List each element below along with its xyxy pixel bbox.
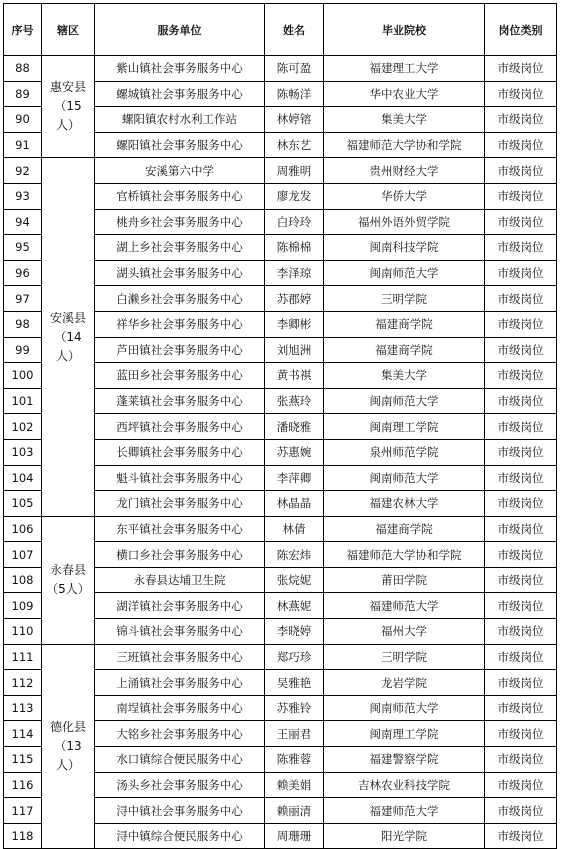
name-cell: 张燕玲 [265, 388, 324, 414]
table-row [4, 158, 557, 184]
service-unit-cell: 龙门镇社会事务服务中心 [95, 491, 265, 517]
school-cell: 福建师范大学协和学院 [324, 542, 485, 568]
index-cell: 99 [4, 337, 42, 363]
service-unit-cell: 紫山镇社会事务服务中心 [95, 56, 265, 82]
post-type-cell: 市级岗位 [485, 260, 557, 286]
region-label: 永春县（5人） [46, 563, 90, 597]
school-cell: 福建商学院 [324, 311, 485, 337]
service-unit-cell: 东平镇社会事务服务中心 [95, 516, 265, 542]
service-unit-cell: 安溪第六中学 [95, 158, 265, 184]
post-type-cell: 市级岗位 [485, 491, 557, 517]
school-cell: 三明学院 [324, 286, 485, 312]
name-cell: 赖丽清 [265, 798, 324, 824]
post-type-cell: 市级岗位 [485, 465, 557, 491]
index-cell: 89 [4, 81, 42, 107]
index-cell: 109 [4, 593, 42, 619]
name-cell: 陈宏炜 [265, 542, 324, 568]
index-cell: 95 [4, 235, 42, 261]
post-type-cell: 市级岗位 [485, 81, 557, 107]
index-cell: 102 [4, 414, 42, 440]
region-cell [42, 516, 95, 644]
name-cell: 赖美娟 [265, 772, 324, 798]
service-unit-cell: 芦田镇社会事务服务中心 [95, 337, 265, 363]
name-cell: 潘晓雅 [265, 414, 324, 440]
index-cell: 107 [4, 542, 42, 568]
service-unit-cell: 魁斗镇社会事务服务中心 [95, 465, 265, 491]
name-cell: 郑巧珍 [265, 644, 324, 670]
name-cell: 陈雅蓉 [265, 747, 324, 773]
name-cell: 陈可盈 [265, 56, 324, 82]
name-cell: 吴雅艳 [265, 670, 324, 696]
service-unit-cell: 蓝田乡社会事务服务中心 [95, 363, 265, 389]
post-type-cell: 市级岗位 [485, 439, 557, 465]
name-cell: 刘旭洲 [265, 337, 324, 363]
school-cell: 闽南理工学院 [324, 414, 485, 440]
name-cell: 白玲玲 [265, 209, 324, 235]
index-cell: 110 [4, 619, 42, 645]
region-cell [42, 644, 95, 849]
school-cell: 福建理工大学 [324, 56, 485, 82]
table-row [4, 644, 557, 670]
school-cell: 福建师范大学 [324, 593, 485, 619]
index-cell: 108 [4, 567, 42, 593]
index-cell: 112 [4, 670, 42, 696]
index-cell: 97 [4, 286, 42, 312]
post-type-cell: 市级岗位 [485, 158, 557, 184]
school-cell: 闽南师范大学 [324, 695, 485, 721]
service-unit-cell: 白濑乡社会事务服务中心 [95, 286, 265, 312]
school-cell: 福建商学院 [324, 337, 485, 363]
index-cell: 116 [4, 772, 42, 798]
service-unit-cell: 锦斗镇社会事务服务中心 [95, 619, 265, 645]
post-type-cell: 市级岗位 [485, 132, 557, 158]
post-type-cell: 市级岗位 [485, 798, 557, 824]
index-cell: 94 [4, 209, 42, 235]
post-type-cell: 市级岗位 [485, 542, 557, 568]
service-unit-cell: 祥华乡社会事务服务中心 [95, 311, 265, 337]
service-unit-cell: 螺城镇社会事务服务中心 [95, 81, 265, 107]
index-cell: 103 [4, 439, 42, 465]
name-cell: 李泽琼 [265, 260, 324, 286]
name-cell: 林婷镕 [265, 107, 324, 133]
index-cell: 101 [4, 388, 42, 414]
school-cell: 福建师范大学协和学院 [324, 132, 485, 158]
region-label: 德化县（13人） [49, 720, 86, 773]
post-type-cell: 市级岗位 [485, 593, 557, 619]
index-cell: 105 [4, 491, 42, 517]
service-unit-cell: 上涌镇社会事务服务中心 [95, 670, 265, 696]
school-cell: 贵州财经大学 [324, 158, 485, 184]
index-cell: 90 [4, 107, 42, 133]
index-cell: 104 [4, 465, 42, 491]
post-type-cell: 市级岗位 [485, 209, 557, 235]
school-cell: 福州大学 [324, 619, 485, 645]
service-unit-cell: 桃舟乡社会事务服务中心 [95, 209, 265, 235]
name-cell: 林东艺 [265, 132, 324, 158]
header-index: 序号 [4, 4, 42, 56]
region-cell [42, 56, 95, 158]
header-service-unit: 服务单位 [95, 4, 265, 56]
index-cell: 88 [4, 56, 42, 82]
name-cell: 李晓婷 [265, 619, 324, 645]
name-cell: 周雅明 [265, 158, 324, 184]
service-unit-cell: 湖洋镇社会事务服务中心 [95, 593, 265, 619]
index-cell: 118 [4, 823, 42, 849]
name-cell: 李萍卿 [265, 465, 324, 491]
service-unit-cell: 水口镇综合便民服务中心 [95, 747, 265, 773]
post-type-cell: 市级岗位 [485, 567, 557, 593]
roster-table [3, 3, 557, 849]
school-cell: 莆田学院 [324, 567, 485, 593]
name-cell: 林燕妮 [265, 593, 324, 619]
index-cell: 100 [4, 363, 42, 389]
service-unit-cell: 浔中镇社会事务服务中心 [95, 798, 265, 824]
name-cell: 廖龙发 [265, 183, 324, 209]
school-cell: 福建师范大学 [324, 798, 485, 824]
post-type-cell: 市级岗位 [485, 311, 557, 337]
index-cell: 91 [4, 132, 42, 158]
school-cell: 闽南理工学院 [324, 721, 485, 747]
post-type-cell: 市级岗位 [485, 721, 557, 747]
school-cell: 闽南师范大学 [324, 388, 485, 414]
school-cell: 阳光学院 [324, 823, 485, 849]
school-cell: 龙岩学院 [324, 670, 485, 696]
post-type-cell: 市级岗位 [485, 670, 557, 696]
index-cell: 98 [4, 311, 42, 337]
post-type-cell: 市级岗位 [485, 619, 557, 645]
service-unit-cell: 螺阳镇农村水利工作站 [95, 107, 265, 133]
school-cell: 集美大学 [324, 363, 485, 389]
index-cell: 117 [4, 798, 42, 824]
school-cell: 福建商学院 [324, 516, 485, 542]
school-cell: 闽南科技学院 [324, 235, 485, 261]
name-cell: 苏惠婉 [265, 439, 324, 465]
school-cell: 华侨大学 [324, 183, 485, 209]
region-label: 安溪县（14人） [49, 310, 86, 363]
service-unit-cell: 永春县达埔卫生院 [95, 567, 265, 593]
service-unit-cell: 湖上乡社会事务服务中心 [95, 235, 265, 261]
post-type-cell: 市级岗位 [485, 823, 557, 849]
post-type-cell: 市级岗位 [485, 337, 557, 363]
name-cell: 陈畅洋 [265, 81, 324, 107]
post-type-cell: 市级岗位 [485, 772, 557, 798]
post-type-cell: 市级岗位 [485, 183, 557, 209]
index-cell: 96 [4, 260, 42, 286]
school-cell: 福建农林大学 [324, 491, 485, 517]
service-unit-cell: 浔中镇综合便民服务中心 [95, 823, 265, 849]
school-cell: 闽南师范大学 [324, 260, 485, 286]
index-cell: 114 [4, 721, 42, 747]
service-unit-cell: 汤头乡社会事务服务中心 [95, 772, 265, 798]
header-region: 辖区 [42, 4, 95, 56]
name-cell: 苏郡婷 [265, 286, 324, 312]
name-cell: 林倩 [265, 516, 324, 542]
header-name: 姓名 [265, 4, 324, 56]
name-cell: 李卿彬 [265, 311, 324, 337]
name-cell: 林晶晶 [265, 491, 324, 517]
school-cell: 华中农业大学 [324, 81, 485, 107]
post-type-cell: 市级岗位 [485, 516, 557, 542]
name-cell: 周珊珊 [265, 823, 324, 849]
region-label: 惠安县（15人） [49, 80, 86, 133]
index-cell: 93 [4, 183, 42, 209]
name-cell: 张烷妮 [265, 567, 324, 593]
service-unit-cell: 大铭乡社会事务服务中心 [95, 721, 265, 747]
header-post-type: 岗位类别 [485, 4, 557, 56]
school-cell: 集美大学 [324, 107, 485, 133]
service-unit-cell: 西坪镇社会事务服务中心 [95, 414, 265, 440]
service-unit-cell: 横口乡社会事务服务中心 [95, 542, 265, 568]
index-cell: 92 [4, 158, 42, 184]
name-cell: 黄书祺 [265, 363, 324, 389]
school-cell: 泉州师范学院 [324, 439, 485, 465]
service-unit-cell: 长卿镇社会事务服务中心 [95, 439, 265, 465]
name-cell: 陈棉棉 [265, 235, 324, 261]
school-cell: 闽南师范大学 [324, 465, 485, 491]
service-unit-cell: 湖头镇社会事务服务中心 [95, 260, 265, 286]
name-cell: 苏雅铃 [265, 695, 324, 721]
post-type-cell: 市级岗位 [485, 286, 557, 312]
post-type-cell: 市级岗位 [485, 388, 557, 414]
post-type-cell: 市级岗位 [485, 56, 557, 82]
post-type-cell: 市级岗位 [485, 235, 557, 261]
service-unit-cell: 蓬莱镇社会事务服务中心 [95, 388, 265, 414]
service-unit-cell: 南埕镇社会事务服务中心 [95, 695, 265, 721]
post-type-cell: 市级岗位 [485, 695, 557, 721]
table-row [4, 516, 557, 542]
table-row [4, 56, 557, 82]
post-type-cell: 市级岗位 [485, 747, 557, 773]
table-body [4, 56, 557, 849]
school-cell: 福建警察学院 [324, 747, 485, 773]
service-unit-cell: 官桥镇社会事务服务中心 [95, 183, 265, 209]
roster-table-container [3, 3, 557, 849]
post-type-cell: 市级岗位 [485, 363, 557, 389]
header-row [4, 4, 557, 56]
school-cell: 三明学院 [324, 644, 485, 670]
name-cell: 王丽君 [265, 721, 324, 747]
region-cell [42, 158, 95, 516]
post-type-cell: 市级岗位 [485, 107, 557, 133]
index-cell: 106 [4, 516, 42, 542]
index-cell: 111 [4, 644, 42, 670]
post-type-cell: 市级岗位 [485, 414, 557, 440]
service-unit-cell: 三班镇社会事务服务中心 [95, 644, 265, 670]
service-unit-cell: 螺阳镇社会事务服务中心 [95, 132, 265, 158]
school-cell: 吉林农业科技学院 [324, 772, 485, 798]
index-cell: 113 [4, 695, 42, 721]
index-cell: 115 [4, 747, 42, 773]
post-type-cell: 市级岗位 [485, 644, 557, 670]
school-cell: 福州外语外贸学院 [324, 209, 485, 235]
header-school: 毕业院校 [324, 4, 485, 56]
